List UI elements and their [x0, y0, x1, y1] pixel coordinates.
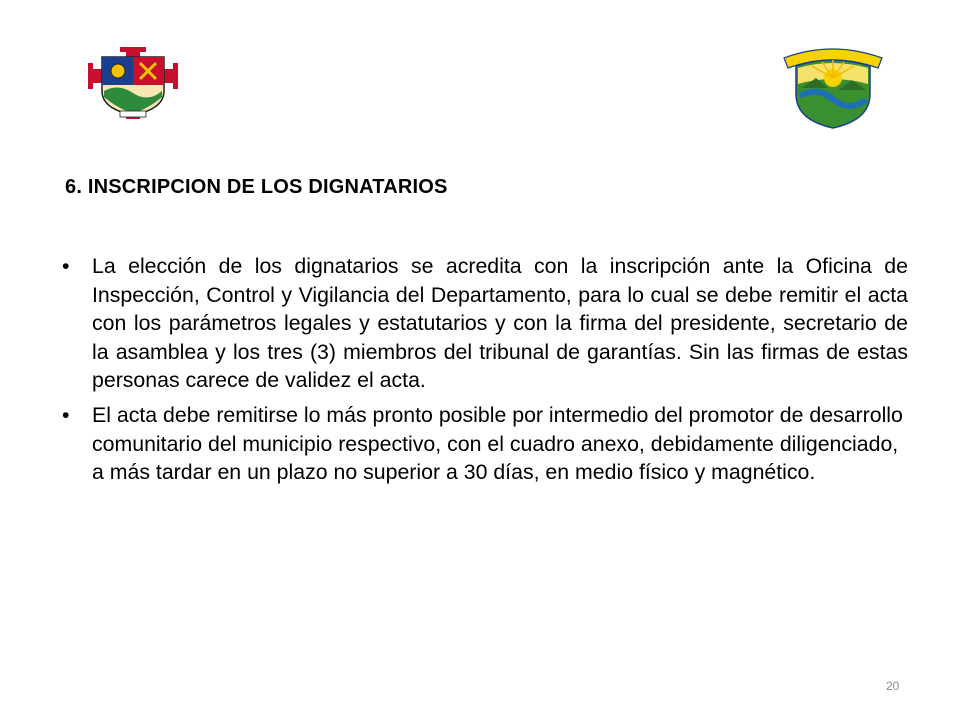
bullet-item	[62, 252, 908, 395]
section-heading: 6. INSCRIPCION DE LOS DIGNATARIOS	[65, 176, 448, 198]
coat-of-arms-logo	[88, 47, 178, 119]
bullet-marker: •	[62, 254, 70, 278]
bullet-text: El acta debe remitirse lo más pronto posible por intermedio del promotor de desarrollo comunitario del municipio respectivo, con el cuadro anexo, debidamente diligenciado, a más tardar en un plazo no superior a 30 días, en medio físico y magnético.	[92, 402, 903, 485]
municipal-shield-logo	[782, 44, 884, 130]
page-number: 20	[886, 679, 900, 693]
bullet-marker: •	[62, 402, 70, 427]
bullet-text: La elección de los dignatarios se acredita con la inscripción ante la Oficina de Inspección, Control y Vigilancia del Departamento, para lo cual se debe remitir el acta con los parámetros legales y estatutarios y con la firma del presidente, secretario de la asamblea y los tres (3) miembros del tribunal de garantías. Sin las firmas de estas personas carece de validez el acta.	[92, 254, 908, 393]
bullet-item	[62, 401, 908, 487]
bullet-list	[62, 252, 908, 487]
